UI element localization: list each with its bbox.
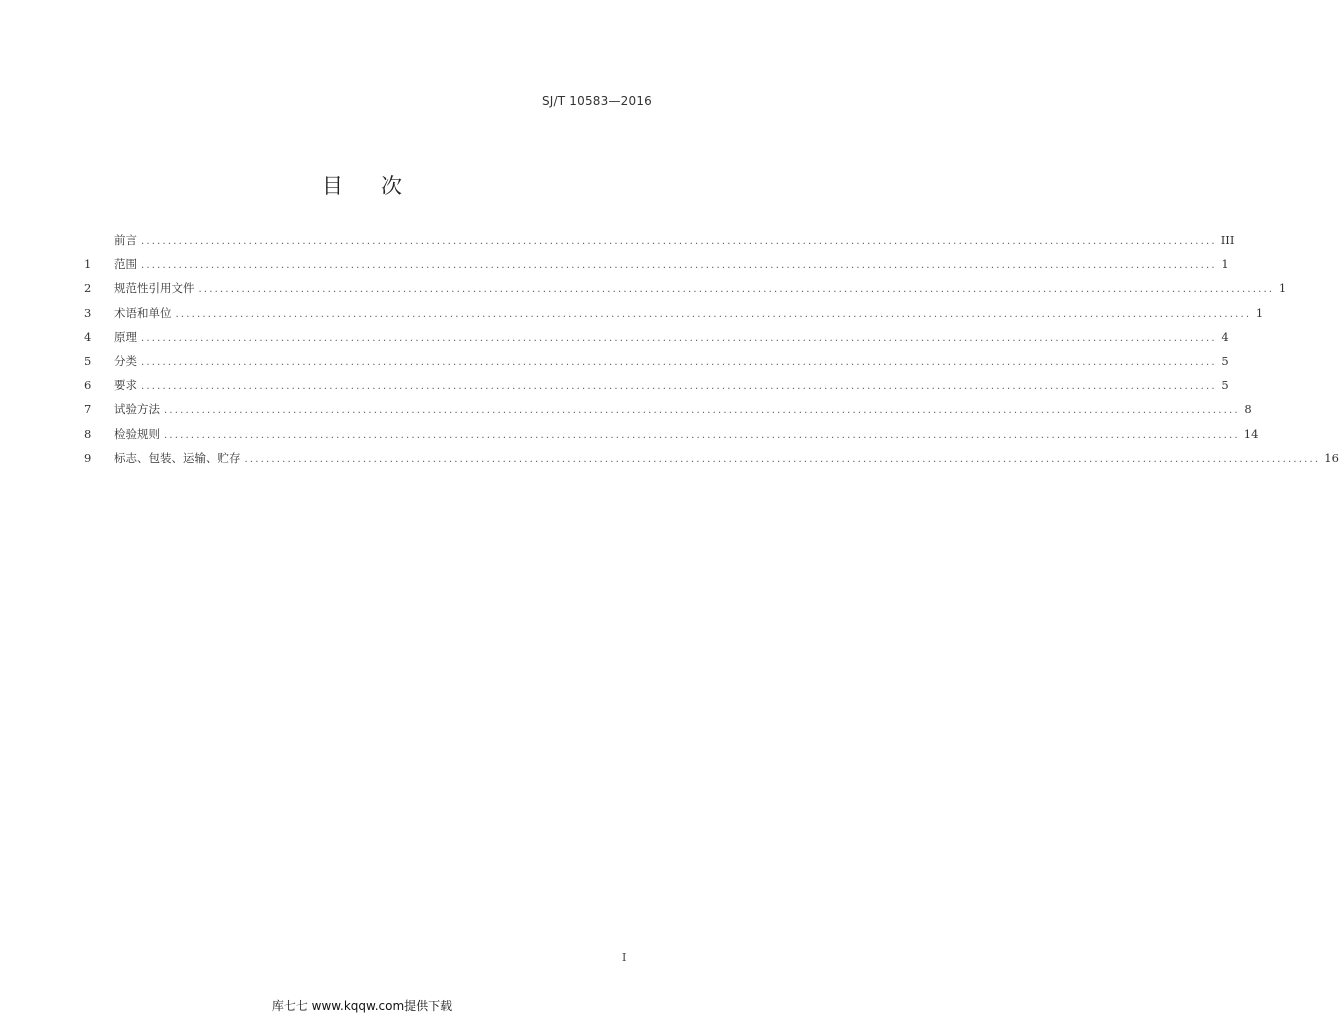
- toc-leader-dots: ........................................................................................................................................................................................................: [141, 260, 1217, 272]
- toc-entry-principle[interactable]: [84, 329, 1229, 353]
- toc-entry-foreword[interactable]: [84, 232, 1235, 256]
- toc-leader-dots: ........................................................................................................................................................................................................: [198, 284, 1275, 296]
- toc-entry-test-methods[interactable]: [84, 401, 1252, 425]
- toc-entry-label: 要求: [114, 378, 137, 393]
- toc-entry-page: 1: [1278, 281, 1287, 296]
- toc-entry-page: 8: [1244, 402, 1252, 417]
- toc-entry-number: 9: [84, 450, 92, 465]
- toc-entry-label: 术语和单位: [114, 305, 172, 320]
- toc-entry-page: 1: [1255, 305, 1264, 320]
- toc-entry-normative-references[interactable]: [84, 280, 1287, 304]
- toc-entry-requirements[interactable]: [84, 377, 1229, 401]
- toc-entry-label: 前言: [114, 233, 137, 247]
- page-number: I: [622, 951, 627, 964]
- toc-entry-page: 16: [1324, 450, 1339, 465]
- toc-leader-dots: ........................................................................................................................................................................................................: [175, 308, 1252, 320]
- toc-entry-label: 标志、包装、运输、贮存: [114, 450, 241, 465]
- toc-entry-number: 7: [84, 402, 92, 417]
- toc-leader-dots: ........................................................................................................................................................................................................: [164, 429, 1240, 441]
- toc-entry-page: III: [1220, 233, 1235, 247]
- toc-entry-marking-packaging-transport-storage[interactable]: [84, 450, 1339, 474]
- toc-entry-page: 1: [1221, 257, 1229, 272]
- toc-entry-number: 8: [84, 426, 92, 441]
- toc-entry-label: 检验规则: [114, 426, 160, 441]
- table-of-contents: [84, 232, 1339, 474]
- page-title: 目次: [322, 174, 440, 198]
- toc-entry-label: 规范性引用文件: [114, 281, 195, 296]
- toc-entry-number: 4: [84, 329, 92, 344]
- toc-entry-page: 14: [1243, 426, 1259, 441]
- toc-entry-page: 5: [1221, 353, 1229, 368]
- toc-leader-dots: ........................................................................................................................................................................................................: [164, 405, 1240, 417]
- toc-entry-label: 试验方法: [114, 402, 160, 417]
- toc-entry-scope[interactable]: [84, 256, 1229, 280]
- toc-entry-inspection-rules[interactable]: [84, 426, 1259, 450]
- toc-entry-page: 5: [1221, 378, 1229, 393]
- toc-leader-dots: ........................................................................................................................................................................................................: [244, 453, 1321, 465]
- toc-entry-number: 5: [84, 353, 92, 368]
- toc-entry-number: 2: [84, 281, 92, 296]
- toc-entry-label: 范围: [114, 257, 137, 272]
- toc-entry-terms-and-units[interactable]: [84, 305, 1264, 329]
- toc-entry-number: 3: [84, 305, 92, 320]
- toc-entry-classification[interactable]: [84, 353, 1229, 377]
- toc-leader-dots: ........................................................................................................................................................................................................: [141, 332, 1217, 344]
- toc-entry-page: 4: [1221, 329, 1229, 344]
- toc-entry-label: 原理: [114, 329, 137, 344]
- footer-download-note: 库七七 www.kqqw.com提供下载: [271, 999, 453, 1013]
- toc-leader-dots: ........................................................................................................................................................................................................: [141, 381, 1217, 393]
- document-code: SJ/T 10583—2016: [541, 94, 652, 108]
- toc-leader-dots: ........................................................................................................................................................................................................: [141, 236, 1217, 247]
- toc-entry-number: 6: [84, 378, 92, 393]
- toc-entry-label: 分类: [114, 353, 137, 368]
- toc-entry-number: 1: [84, 257, 92, 272]
- toc-leader-dots: ........................................................................................................................................................................................................: [141, 356, 1217, 368]
